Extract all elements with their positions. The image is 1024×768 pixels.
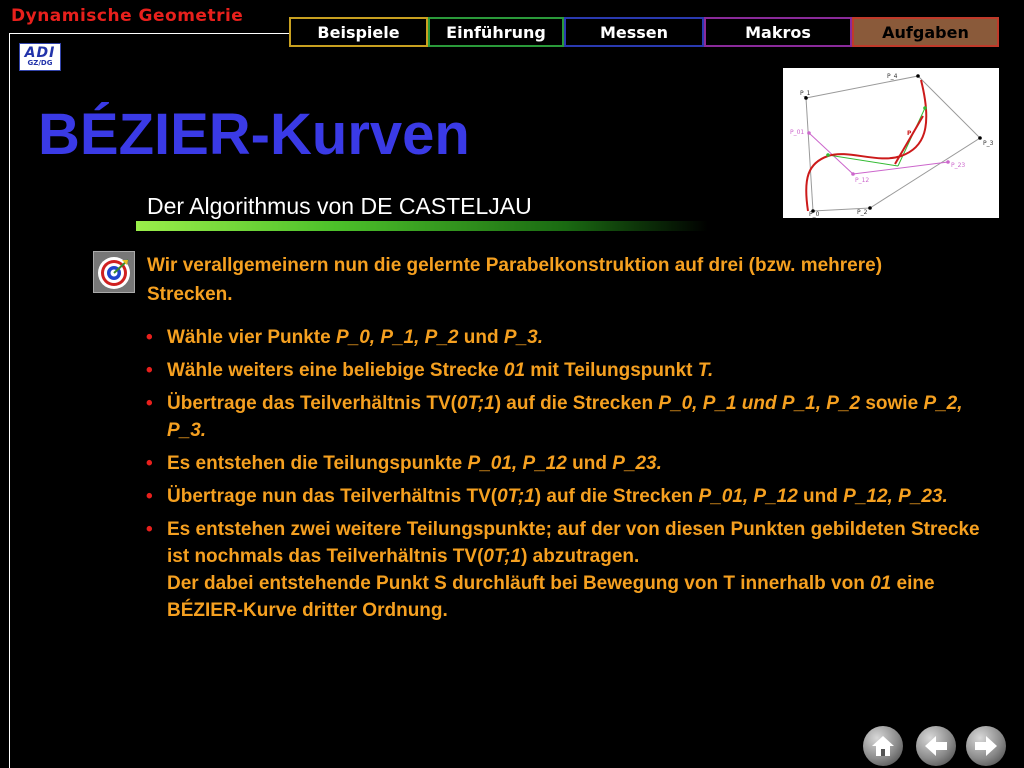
frame-divider-left	[9, 33, 10, 768]
label-p1: P_1	[800, 90, 811, 97]
label-p23: P_23	[951, 162, 966, 169]
logo-subtext: GZ/DG	[27, 59, 53, 67]
tab-beispiele[interactable]: Beispiele	[289, 17, 428, 47]
label-p2: P_2	[857, 209, 868, 216]
logo-text: ADI	[24, 45, 56, 61]
label-p01: P_01	[790, 129, 805, 136]
label-p3: P_3	[983, 140, 994, 147]
bullet-marker: •	[146, 486, 153, 507]
target-action-button[interactable]	[93, 251, 135, 293]
subtitle-underline	[136, 221, 708, 231]
steps-list	[146, 324, 1006, 630]
tab-einfuehrung[interactable]: Einführung	[428, 17, 564, 47]
list-item: • Wähle vier Punkte P_0, P_1, P_2 und P_3.	[146, 324, 1006, 351]
list-item: • Übertrage nun das Teilverhältnis TV(0T;1) auf die Strecken P_01, P_12 und P_12, P_23.	[146, 483, 1006, 510]
tab-messen[interactable]: Messen	[564, 17, 704, 47]
home-icon	[863, 726, 903, 766]
page-title: BÉZIER-Kurven	[38, 102, 470, 167]
bullet-marker: •	[146, 327, 153, 348]
nav-tabs	[289, 17, 999, 47]
label-p12: P_12	[855, 177, 870, 184]
list-item: • Es entstehen zwei weitere Teilungspunkte; auf der von diesen Punkten gebildeten Strecke ist nochmals das Teilverhältnis TV(0T;1) abzutragen. Der dabei entstehende Punkt S durchläuft bei Bewegung von T innerhalb von 01 eine BÉZIER-Kurve dritter Ordnung.	[146, 516, 1006, 624]
tab-aufgaben[interactable]: Aufgaben	[852, 17, 999, 47]
frame-divider-top	[9, 33, 289, 34]
app-title: Dynamische Geometrie	[11, 6, 244, 26]
arrow-right-icon	[966, 726, 1006, 766]
adi-logo[interactable]	[19, 43, 61, 71]
previous-button[interactable]	[916, 726, 956, 766]
home-button[interactable]	[863, 726, 903, 766]
next-button[interactable]	[966, 726, 1006, 766]
bullet-marker: •	[146, 393, 153, 414]
label-p4: P_4	[887, 73, 898, 80]
label-p0: P_0	[809, 211, 820, 218]
bezier-construction-thumbnail[interactable]	[783, 68, 999, 218]
list-item: • Übertrage das Teilverhältnis TV(0T;1) auf die Strecken P_0, P_1 und P_1, P_2 sowie P_2, P_3.	[146, 390, 1006, 444]
tab-makros[interactable]: Makros	[704, 17, 852, 47]
bezier-diagram	[783, 68, 999, 218]
bullet-marker: •	[146, 519, 153, 540]
list-item: • Wähle weiters eine beliebige Strecke 01 mit Teilungspunkt T.	[146, 357, 1006, 384]
intro-text: Wir verallgemeinern nun die gelernte Parabelkonstruktion auf drei (bzw. mehrere) Strecken.	[147, 255, 883, 305]
page-subtitle: Der Algorithmus von DE CASTELJAU	[147, 193, 532, 219]
bullet-marker: •	[146, 453, 153, 474]
target-icon	[94, 252, 134, 292]
label-p: P	[907, 130, 912, 137]
list-item: • Es entstehen die Teilungspunkte P_01, P_12 und P_23.	[146, 450, 1006, 477]
bullet-marker: •	[146, 360, 153, 381]
arrow-left-icon	[916, 726, 956, 766]
